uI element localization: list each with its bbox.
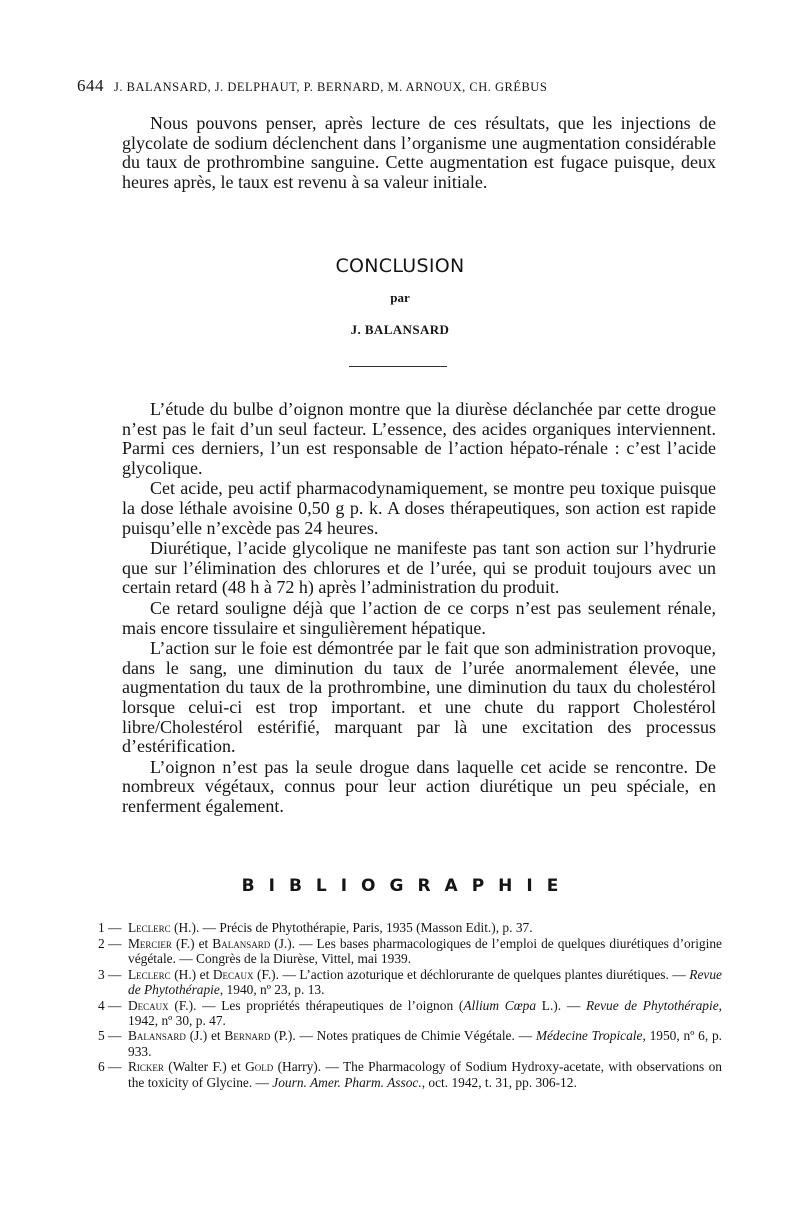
running-header [77, 76, 727, 96]
reference-author: Ricker [128, 1059, 164, 1075]
reference-journal: Revue de Phytothérapie [585, 997, 719, 1013]
bibliography-heading: BIBLIOGRAPHIE [241, 876, 573, 896]
conclusion-body [122, 400, 716, 817]
reference-item [98, 1059, 722, 1089]
bibliography-list [98, 920, 722, 1090]
conclusion-paragraph: Ce retard souligne déjà que l’action de ce corps n’est pas seulement rénale, mais encore tissulaire et singulièrement hépatique. [122, 597, 716, 638]
reference-journal: Revue de Phytothérapie [128, 966, 722, 997]
separator-rule [349, 366, 447, 367]
reference-item [98, 920, 722, 935]
conclusion-paragraph: Diurétique, l’acide glycolique ne manifeste pas tant son action sur l’hydrurie que sur l’élimination des chlorures et de l’urée, qui se produit toujours avec un certain retard (48 h à 72 h) après l’administration du produit. [122, 538, 716, 598]
reference-item [98, 967, 722, 997]
reference-journal: Journ. Amer. Pharm. Assoc. [272, 1074, 422, 1090]
reference-item [98, 1028, 722, 1058]
reference-author-2: Balansard [212, 935, 271, 951]
conclusion-paragraph: Cet acide, peu actif pharmacodynamiquement, se montre peu toxique puisque la dose léthale avoisine 0,50 g p. k. A doses thérapeutiques, son action est rapide puisqu’elle n’excède pas 24 heures. [122, 478, 716, 538]
reference-author-2: Decaux [212, 966, 254, 982]
reference-details: , oct. 1942, t. 31, pp. 306-12. [421, 1074, 577, 1090]
reference-connector: (Walter F.) et [163, 1059, 246, 1075]
reference-author-2: Bernard [224, 1028, 271, 1044]
reference-journal: Médecine Tropicale [535, 1028, 643, 1044]
reference-author: Balansard [128, 1028, 186, 1044]
reference-details: , 1942, nº 30, p. 47. [128, 997, 722, 1028]
reference-connector: (F.) et [171, 935, 213, 951]
reference-author: Mercier [128, 935, 172, 951]
reference-number: 2 — [98, 935, 122, 951]
reference-author: Decaux [128, 997, 169, 1013]
reference-author: Leclerc [128, 966, 171, 982]
page-number: 644 [77, 76, 104, 95]
intro-paragraph: Nous pouvons penser, après lecture de ces résultats, que les injections de glycolate de sodium déclenchent dans l’organisme une augmentation considérable du taux de prothrombine sanguine. Cette augmentation est fugace puisque, deux heures après, le taux est revenu à sa valeur initiale. [122, 113, 716, 192]
reference-text: (J.). — Les bases pharmacologiques de l’emploi de quelques diurétiques d’origine végétale. — Congrès de la Diurèse, Vittel, mai 1939. [128, 935, 722, 966]
reference-details: , 1950, nº 6, p. 933. [128, 1028, 722, 1059]
conclusion-paragraph: L’oignon n’est pas la seule drogue dans laquelle cet acide se rencontre. De nombreux végétaux, connus pour leur action diurétique un peu spéciale, en renferment également. [122, 756, 716, 816]
conclusion-by: par [390, 290, 410, 305]
reference-species: Allium Cœpa [463, 997, 537, 1013]
reference-author-2: Gold [245, 1059, 274, 1075]
reference-text: (Harry). — The Pharmacology of Sodium Hydroxy-acetate, with observations on the toxicity of Glycine. — [128, 1059, 722, 1090]
reference-number: 6 — [98, 1059, 122, 1075]
intro-text [122, 114, 716, 192]
reference-number: 3 — [98, 966, 122, 982]
reference-text: (F.). — Les propriétés thérapeutiques de l’oignon ( [168, 997, 464, 1013]
conclusion-paragraph: L’étude du bulbe d’oignon montre que la diurèse déclanchée par cette drogue n’est pas le fait d’un seul facteur. L’essence, des acides organiques interviennent. Parmi ces derniers, l’un est responsable de l’action hépato-rénale : c’est l’acide glycolique. [122, 399, 716, 478]
reference-text: (H.). — Précis de Phytothérapie, Paris, 1935 (Masson Edit.), p. 37. [170, 920, 533, 935]
reference-text-b: L.). — [536, 997, 586, 1013]
reference-item [98, 998, 722, 1028]
header-authors: J. BALANSARD, J. DELPHAUT, P. BERNARD, M. ARNOUX, CH. GRÉBUS [114, 80, 548, 94]
reference-number: 4 — [98, 997, 122, 1013]
reference-item [98, 936, 722, 966]
reference-connector: (H.) et [170, 966, 213, 982]
reference-number: 5 — [98, 1028, 122, 1044]
reference-author: Leclerc [128, 920, 171, 935]
conclusion-heading: CONCLUSION [335, 255, 465, 277]
conclusion-paragraph: L’action sur le foie est démontrée par le fait que son administration provoque, dans le sang, une diminution du taux de l’urée anormalement élevée, une augmentation du taux de la prothrombine, une diminution du taux du cholestérol lorsque celui-ci est trop important. et une chute du rapport Cholestérol libre/Cholestérol estérifié, marquant par là une excitation des processus d’estérification. [122, 638, 716, 757]
reference-text: (P.). — Notes pratiques de Chimie Végétale. — [270, 1028, 536, 1044]
reference-text: (F.). — L’action azoturique et déchlorurante de quelques plantes diurétiques. — [253, 966, 690, 982]
conclusion-author: J. BALANSARD [350, 322, 450, 337]
reference-number: 1 — [98, 920, 122, 935]
reference-details: , 1940, nº 23, p. 13. [219, 981, 325, 997]
reference-connector: (J.) et [185, 1028, 225, 1044]
